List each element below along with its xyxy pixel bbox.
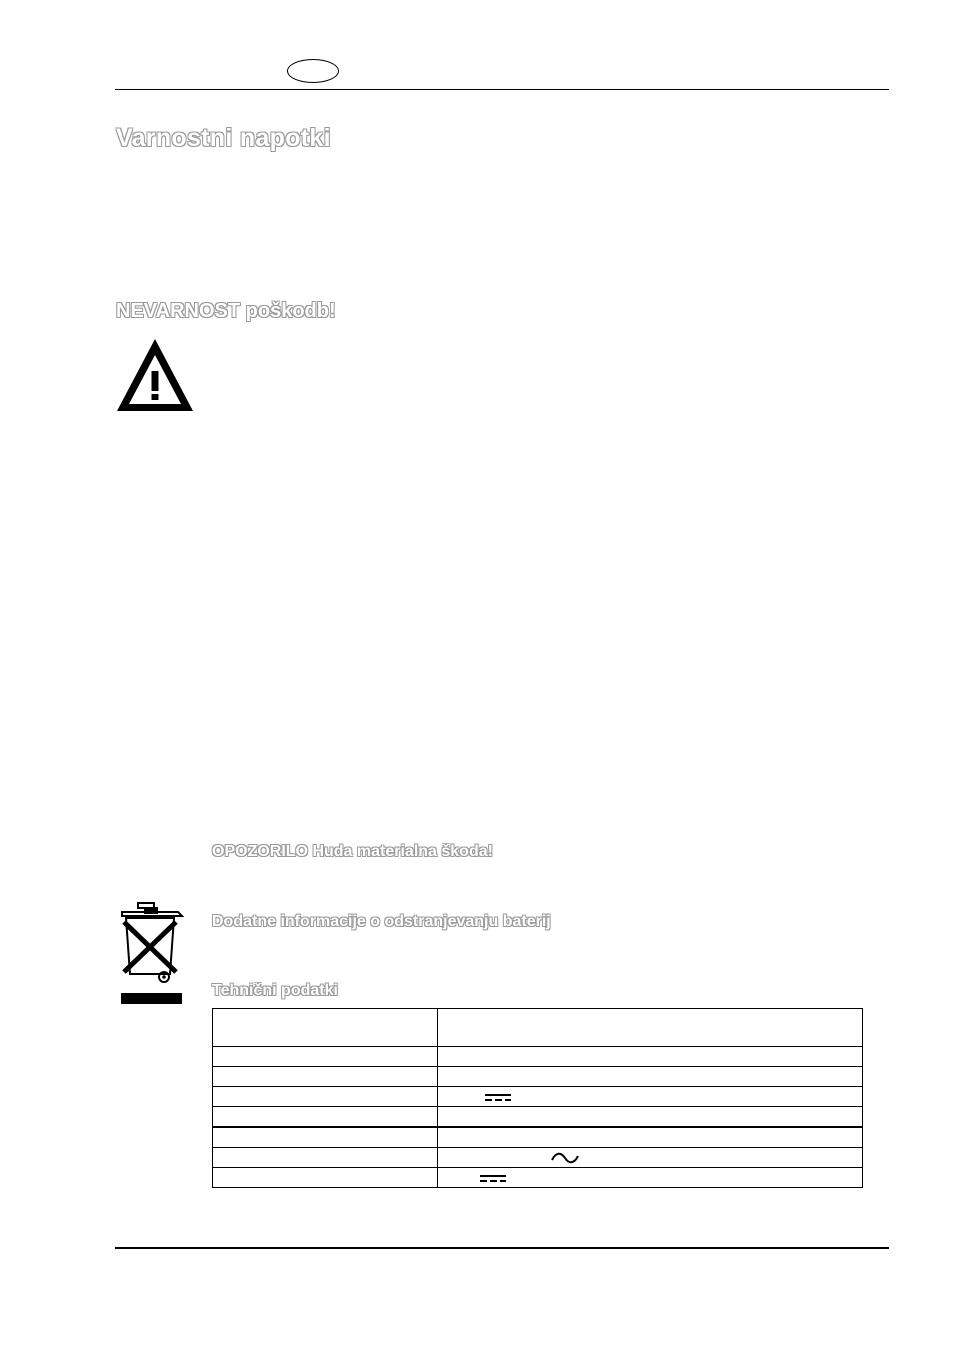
page-title: Varnostni napotki	[116, 124, 331, 152]
table-cell-label	[213, 1168, 438, 1188]
table-cell-label	[213, 1148, 438, 1168]
technical-data-heading: Tehnični podatki	[212, 982, 338, 999]
warning-triangle-icon	[115, 337, 195, 413]
table-row	[213, 1067, 863, 1087]
table-cell-label	[213, 1127, 438, 1148]
table-cell-value	[438, 1047, 863, 1067]
danger-heading: NEVARNOST poškodb!	[116, 300, 336, 322]
table-cell-label	[213, 1009, 438, 1047]
table-cell-label	[213, 1087, 438, 1107]
table-row	[213, 1148, 863, 1168]
table-cell-value	[438, 1087, 863, 1107]
table-row	[213, 1168, 863, 1188]
footer-rule	[115, 1247, 889, 1249]
warning-heading: OPOZORILO Huda materialna škoda!	[212, 843, 493, 860]
battery-disposal-heading: Dodatne informacije o odstranjevanju baterij	[212, 913, 551, 930]
table-row	[213, 1127, 863, 1148]
table-row	[213, 1047, 863, 1067]
direct-current-symbol-icon	[480, 1175, 506, 1182]
table-cell-value	[438, 1067, 863, 1087]
direct-current-symbol-icon	[485, 1094, 511, 1101]
technical-data-table	[212, 1008, 863, 1188]
table-row	[213, 1087, 863, 1107]
table-cell-value	[438, 1107, 863, 1128]
language-badge	[287, 59, 339, 83]
table-row	[213, 1009, 863, 1047]
table-cell-value	[438, 1009, 863, 1047]
header-rule	[115, 89, 889, 90]
alternating-current-symbol-icon	[551, 1151, 579, 1165]
table-cell-label	[213, 1067, 438, 1087]
crossed-out-wheelie-bin-icon	[118, 902, 184, 1006]
table-row	[213, 1107, 863, 1128]
table-cell-value	[438, 1168, 863, 1188]
table-cell-value	[438, 1148, 863, 1168]
table-cell-value	[438, 1127, 863, 1148]
table-cell-label	[213, 1107, 438, 1128]
table-cell-label	[213, 1047, 438, 1067]
